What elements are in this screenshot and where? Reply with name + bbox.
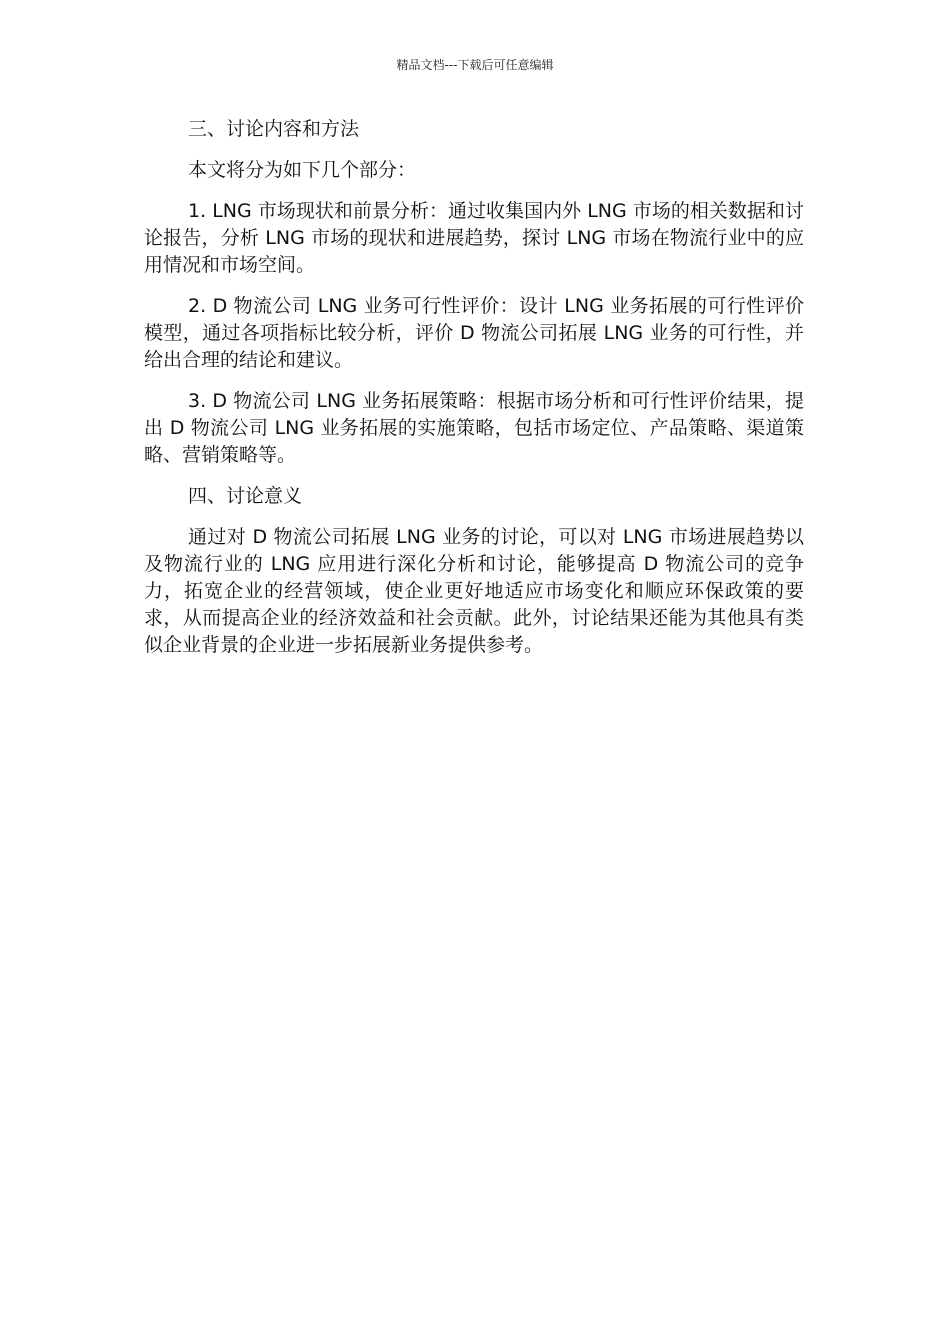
section-3-intro: 本文将分为如下几个部分：	[188, 159, 417, 181]
section-3-heading: 三、讨论内容和方法	[188, 118, 360, 140]
page-header: 精品文档---下载后可任意编辑	[396, 58, 554, 72]
list-item-3: 3. D 物流公司 LNG 业务拓展策略：根据市场分析和可行性评价结果，提出 D 物流公司 LNG 业务拓展的实施策略，包括市场定位、产品策略、渠道策略、营销策略等。	[144, 390, 804, 466]
list-item-2: 2. D 物流公司 LNG 业务可行性评价：设计 LNG 业务拓展的可行性评价模型，通过各项指标比较分析，评价 D 物流公司拓展 LNG 业务的可行性，并给出合理的结论和建议。	[144, 295, 804, 371]
list-item-1: 1. LNG 市场现状和前景分析：通过收集国内外 LNG 市场的相关数据和讨论报告，分析 LNG 市场的现状和进展趋势，探讨 LNG 市场在物流行业中的应用情况和市场空间。	[144, 200, 804, 276]
section-4-body: 通过对 D 物流公司拓展 LNG 业务的讨论，可以对 LNG 市场进展趋势以及物流行业的 LNG 应用进行深化分析和讨论，能够提高 D 物流公司的竞争力，拓宽企业的经营领域，使企业更好地适应市场变化和顺应环保政策的要求，从而提高企业的经济效益和社会贡献。此外，讨论结果还能为其他具有类似企业背景的企业进一步拓展新业务提供参考。	[144, 526, 804, 656]
section-4-heading: 四、讨论意义	[188, 485, 303, 507]
document-body	[144, 116, 804, 673]
